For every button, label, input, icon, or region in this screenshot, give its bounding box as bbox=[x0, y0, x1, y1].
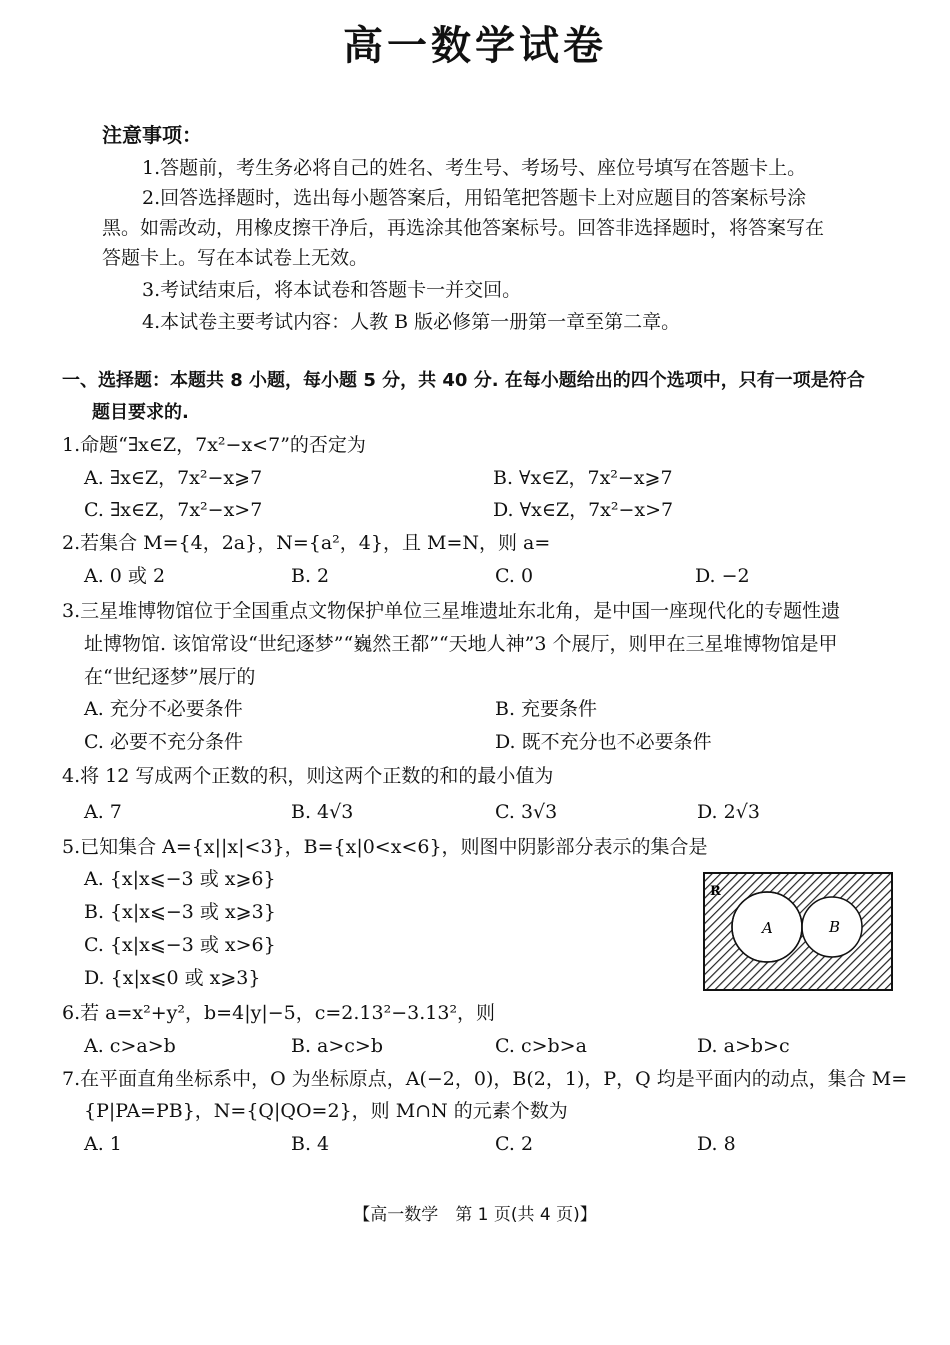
section-heading: 一、选择题：本题共 8 小题，每小题 5 分，共 40 分. 在每小题给出的四个选项中，只有一项是符合 bbox=[62, 370, 865, 391]
q5-option-c: C. {x|x⩽−3 或 x>6} bbox=[84, 934, 276, 956]
q7-option-c: C. 2 bbox=[495, 1133, 534, 1155]
notice-line: 1.答题前，考生务必将自己的姓名、考生号、考场号、座位号填写在答题卡上。 bbox=[142, 157, 807, 179]
q3-option-a: A. 充分不必要条件 bbox=[84, 698, 243, 720]
section-heading-cont: 题目要求的. bbox=[92, 402, 189, 423]
q5-option-d: D. {x|x⩽0 或 x⩾3} bbox=[84, 967, 261, 989]
question-7-stem: 7.在平面直角坐标系中，O 为坐标原点，A(−2，0)，B(2，1)，P，Q 均是平面内的动点，集合 M= bbox=[62, 1068, 908, 1090]
q7-option-b: B. 4 bbox=[291, 1133, 330, 1155]
set-a-label: A bbox=[762, 919, 773, 937]
q6-option-a: A. c>a>b bbox=[84, 1035, 176, 1057]
question-3-stem: 3.三星堆博物馆位于全国重点文物保护单位三星堆遗址东北角，是中国一座现代化的专题性遗 bbox=[62, 600, 841, 622]
question-1-stem: 1.命题“∃x∈Z，7x²−x<7”的否定为 bbox=[62, 434, 366, 456]
exam-title: 高一数学试卷 bbox=[343, 23, 607, 69]
q2-option-a: A. 0 或 2 bbox=[84, 565, 166, 587]
q1-option-a: A. ∃x∈Z，7x²−x⩾7 bbox=[84, 467, 263, 489]
q2-option-c: C. 0 bbox=[495, 565, 534, 587]
q4-option-d: D. 2√3 bbox=[697, 801, 760, 823]
notice-line: 3.考试结束后，将本试卷和答题卡一并交回。 bbox=[142, 279, 522, 301]
q3-option-d: D. 既不充分也不必要条件 bbox=[495, 731, 712, 753]
q2-option-d: D. −2 bbox=[695, 565, 750, 587]
page-footer: 【高一数学 第 1 页(共 4 页)】 bbox=[353, 1205, 597, 1225]
question-7-stem-cont: {P|PA=PB}，N={Q|QO=2}，则 M∩N 的元素个数为 bbox=[84, 1100, 568, 1122]
q6-option-d: D. a>b>c bbox=[697, 1035, 790, 1057]
notice-heading: 注意事项： bbox=[102, 123, 202, 147]
q3-option-b: B. 充要条件 bbox=[495, 698, 598, 720]
q4-option-c: C. 3√3 bbox=[495, 801, 558, 823]
q7-option-d: D. 8 bbox=[697, 1133, 736, 1155]
notice-line: 2.回答选择题时，选出每小题答案后，用铅笔把答题卡上对应题目的答案标号涂 bbox=[142, 187, 807, 209]
q5-option-b: B. {x|x⩽−3 或 x⩾3} bbox=[84, 901, 276, 923]
question-3-stem-cont: 在“世纪逐梦”展厅的 bbox=[84, 666, 256, 688]
universe-label: R bbox=[710, 884, 721, 899]
q4-option-b: B. 4√3 bbox=[291, 801, 354, 823]
notice-line: 答题卡上。写在本试卷上无效。 bbox=[102, 247, 369, 269]
q6-option-b: B. a>c>b bbox=[291, 1035, 384, 1057]
venn-diagram bbox=[700, 868, 896, 996]
q7-option-a: A. 1 bbox=[84, 1133, 122, 1155]
notice-line: 黑。如需改动，用橡皮擦干净后，再选涂其他答案标号。回答非选择题时，将答案写在 bbox=[102, 217, 825, 239]
q4-option-a: A. 7 bbox=[84, 801, 122, 823]
q1-option-c: C. ∃x∈Z，7x²−x>7 bbox=[84, 499, 263, 521]
question-2-stem: 2.若集合 M={4，2a}，N={a²，4}，且 M=N，则 a= bbox=[62, 532, 551, 554]
set-b-label: B bbox=[829, 918, 841, 936]
q5-option-a: A. {x|x⩽−3 或 x⩾6} bbox=[84, 868, 276, 890]
notice-line: 4.本试卷主要考试内容：人教 B 版必修第一册第一章至第二章。 bbox=[142, 311, 681, 333]
question-3-stem-cont: 址博物馆. 该馆常设“世纪逐梦”“巍然王都”“天地人神”3 个展厅，则甲在三星堆博物馆是甲 bbox=[84, 633, 838, 655]
q1-option-d: D. ∀x∈Z，7x²−x>7 bbox=[493, 499, 674, 521]
q6-option-c: C. c>b>a bbox=[495, 1035, 587, 1057]
question-4-stem: 4.将 12 写成两个正数的积，则这两个正数的和的最小值为 bbox=[62, 765, 554, 787]
q2-option-b: B. 2 bbox=[291, 565, 330, 587]
q1-option-b: B. ∀x∈Z，7x²−x⩾7 bbox=[493, 467, 673, 489]
question-6-stem: 6.若 a=x²+y²，b=4|y|−5，c=2.13²−3.13²，则 bbox=[62, 1002, 496, 1024]
q3-option-c: C. 必要不充分条件 bbox=[84, 731, 243, 753]
question-5-stem: 5.已知集合 A={x||x|<3}，B={x|0<x<6}，则图中阴影部分表示的集合是 bbox=[62, 836, 708, 858]
